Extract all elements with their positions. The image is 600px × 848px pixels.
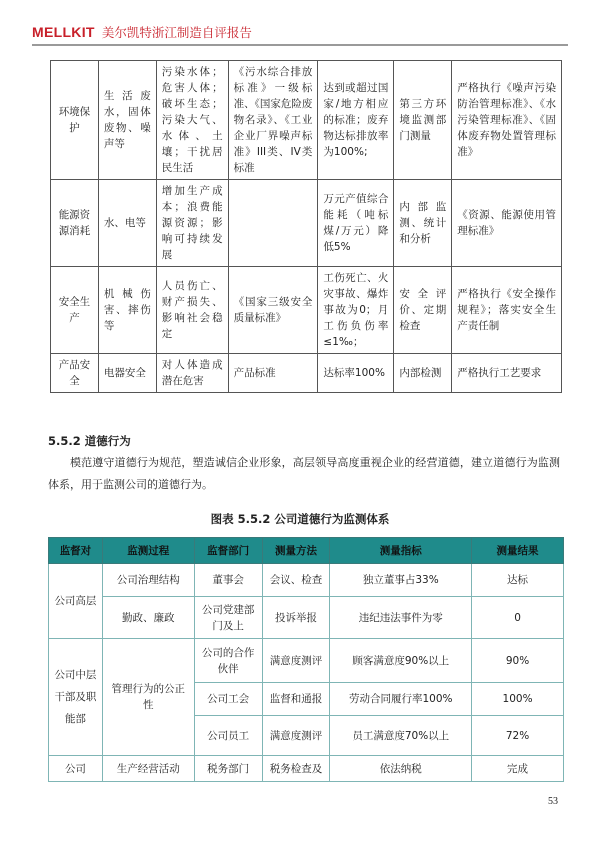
table-cell: 严格执行《安全操作规程》；落实安全生产责任制 xyxy=(452,267,562,354)
table-cell: 董事会 xyxy=(194,564,262,597)
table-cell: 产品安全 xyxy=(51,354,99,393)
table-cell: 完成 xyxy=(472,756,564,782)
table-cell xyxy=(228,180,318,267)
table-cell: 严格执行《噪声污染防治管理标准》、《水污染管理标准》、《固体废弃物处置管理标准》 xyxy=(452,61,562,180)
table-cell: 生产经营活动 xyxy=(102,756,194,782)
table-cell: 工伤死亡、火灾事故、爆炸事故为0；月工伤负伤率≤1‰； xyxy=(318,267,394,354)
group-cell: 公司中层干部及职能部 xyxy=(49,639,103,756)
table-cell: 人员伤亡、财产损失、影响社会稳定 xyxy=(156,267,228,354)
table-cell: 依法纳税 xyxy=(330,756,472,782)
table-cell: 第三方环境监测部门测量 xyxy=(394,61,452,180)
table-cell: 投诉举报 xyxy=(262,597,330,639)
table-cell: 公司工会 xyxy=(194,683,262,716)
header-divider xyxy=(32,44,568,46)
table-row xyxy=(49,564,564,597)
table-cell: 0 xyxy=(472,597,564,639)
ethics-monitoring-table xyxy=(48,537,564,782)
table-cell: 严格执行工艺要求 xyxy=(452,354,562,393)
table-cell: 税务检查及 xyxy=(262,756,330,782)
brand-logo: MELLKIT xyxy=(32,24,95,40)
section-paragraph: 模范遵守道德行为规范，塑造诚信企业形象，高层领导高度重视企业的经营道德，建立道德行为监测体系，用于监测公司的道德行为。 xyxy=(48,456,560,491)
figure-title: 图表 5.5.2 公司道德行为监测体系 xyxy=(210,512,390,526)
table-cell: 达标率100% xyxy=(318,354,394,393)
table-cell: 满意度测评 xyxy=(262,716,330,756)
table-row xyxy=(51,267,562,354)
column-header: 监督部门 xyxy=(194,538,262,564)
table-cell: 产品标准 xyxy=(228,354,318,393)
table-cell: 72% xyxy=(472,716,564,756)
table-cell: 监督和通报 xyxy=(262,683,330,716)
column-header: 测量方法 xyxy=(262,538,330,564)
table-cell: 增加生产成本；浪费能源资源；影响可持续发展 xyxy=(156,180,228,267)
table-cell: 90% xyxy=(472,639,564,683)
table-cell: 顾客满意度90%以上 xyxy=(330,639,472,683)
column-header: 测量指标 xyxy=(330,538,472,564)
table-cell: 违纪违法事件为零 xyxy=(330,597,472,639)
page-header xyxy=(32,22,568,46)
table-cell: 公司的合作伙伴 xyxy=(194,639,262,683)
table-cell: 《污水综合排放标准》一级标准、《国家危险废物名录》、《工业企业厂界噪声标准》III类、IV类标准 xyxy=(228,61,318,180)
table-cell: 会议、检查 xyxy=(262,564,330,597)
table-cell: 公司治理结构 xyxy=(102,564,194,597)
column-header: 监督对 xyxy=(49,538,103,564)
table-cell: 安全生产 xyxy=(51,267,99,354)
table-cell: 机械伤害、摔伤等 xyxy=(98,267,156,354)
table-cell: 污染水体；危害人体；破坏生态；污染大气、水体、土壤；干扰居民生活 xyxy=(156,61,228,180)
table-cell: 能源资源消耗 xyxy=(51,180,99,267)
table-cell: 电器安全 xyxy=(98,354,156,393)
table-cell: 万元产值综合能耗（吨标煤/万元）降低5% xyxy=(318,180,394,267)
table-cell: 劳动合同履行率100% xyxy=(330,683,472,716)
table-cell: 生活废水，固体废物、噪声等 xyxy=(98,61,156,180)
table-cell: 安全评价、定期检查 xyxy=(394,267,452,354)
column-header: 测量结果 xyxy=(472,538,564,564)
table-cell: 《资源、能源使用管理标准》 xyxy=(452,180,562,267)
table-row xyxy=(49,597,564,639)
table-cell: 满意度测评 xyxy=(262,639,330,683)
table-cell: 对人体造成潜在危害 xyxy=(156,354,228,393)
table-row xyxy=(51,180,562,267)
report-title: 美尔凯特浙江制造自评报告 xyxy=(101,25,252,40)
table-cell: 达标 xyxy=(472,564,564,597)
table-cell: 公司员工 xyxy=(194,716,262,756)
table-cell: 公司党建部门及上 xyxy=(194,597,262,639)
table-row xyxy=(49,756,564,782)
table-cell: 税务部门 xyxy=(194,756,262,782)
group-cell: 公司高层 xyxy=(49,564,103,639)
table-cell: 100% xyxy=(472,683,564,716)
table-cell: 勤政、廉政 xyxy=(102,597,194,639)
table-cell: 员工满意度70%以上 xyxy=(330,716,472,756)
table-cell: 管理行为的公正性 xyxy=(102,639,194,756)
table-row xyxy=(51,61,562,180)
section-title: 5.5.2 道德行为 xyxy=(48,434,131,448)
impact-table xyxy=(50,60,562,393)
table-cell: 环境保护 xyxy=(51,61,99,180)
group-cell: 公司 xyxy=(49,756,103,782)
table-row xyxy=(49,639,564,683)
column-header: 监测过程 xyxy=(102,538,194,564)
table-cell: 《国家三级安全质量标准》 xyxy=(228,267,318,354)
table-cell: 内部检测 xyxy=(394,354,452,393)
table-cell: 水、电等 xyxy=(98,180,156,267)
table-row xyxy=(51,354,562,393)
page-number: 53 xyxy=(548,796,558,807)
table-header-row xyxy=(49,538,564,564)
table-cell: 独立董事占33% xyxy=(330,564,472,597)
table-cell: 达到或超过国家/地方相应的标准；废弃物达标排放率为100%; xyxy=(318,61,394,180)
table-cell: 内部监测、统计和分析 xyxy=(394,180,452,267)
